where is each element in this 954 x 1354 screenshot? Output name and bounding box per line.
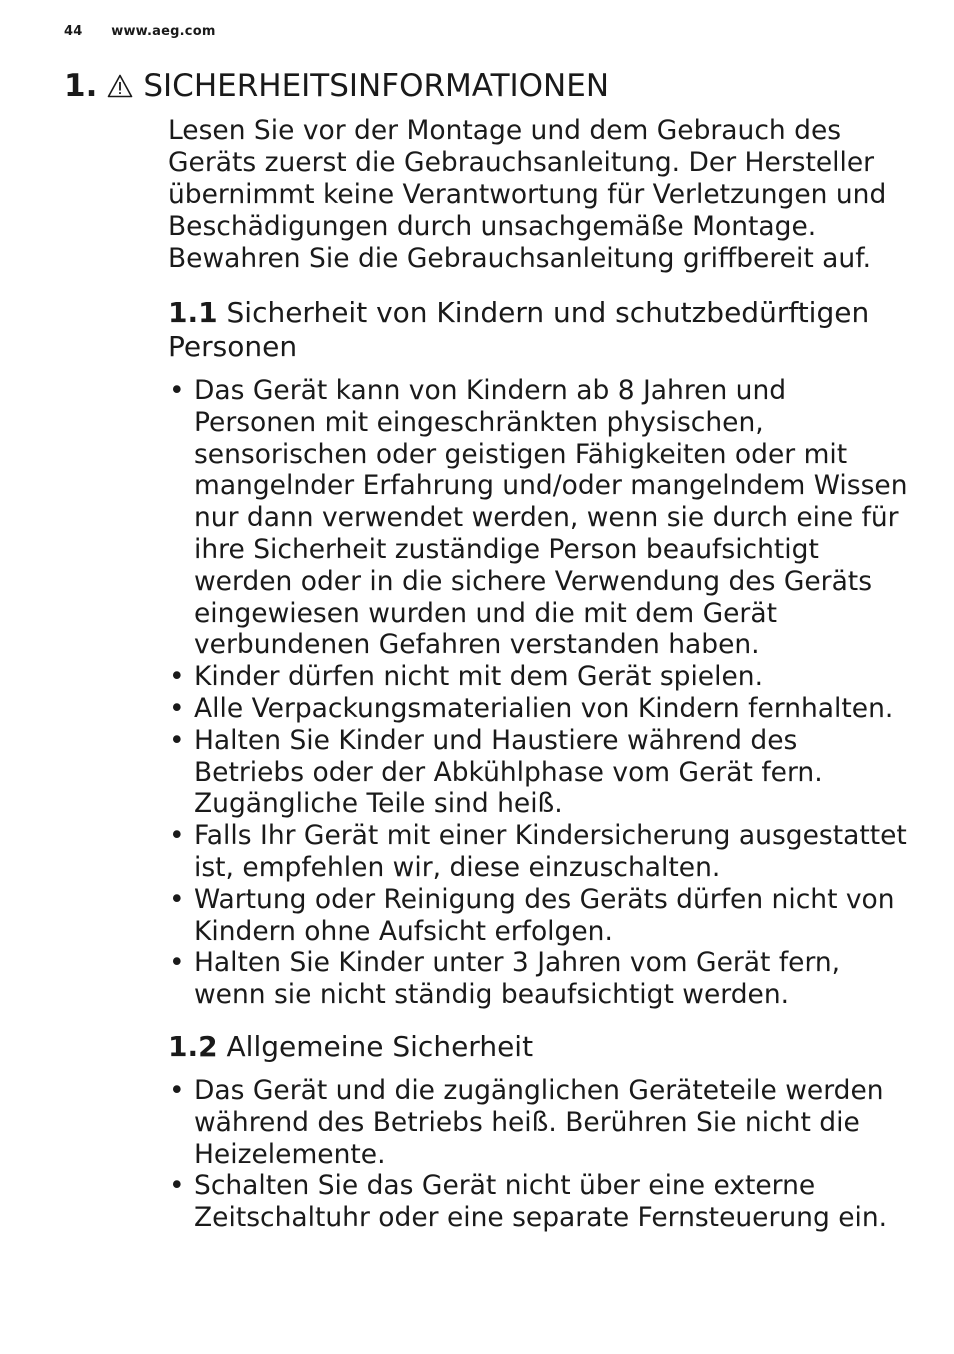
list-item-text: Halten Sie Kinder und Haustiere während des Betriebs oder der Abkühlphase vom Gerät fern. Zugängliche Teile sind heiß. (194, 724, 823, 820)
general-safety-list (168, 1075, 913, 1234)
children-safety-list (168, 375, 913, 1011)
list-item (168, 947, 913, 1011)
bullet-icon: • (169, 1170, 185, 1202)
list-item (168, 820, 913, 884)
list-item-text: Falls Ihr Gerät mit einer Kindersicherung ausgestattet ist, empfehlen wir, diese einzuschalten. (194, 820, 907, 883)
warning-icon (107, 74, 133, 98)
list-item (168, 693, 913, 725)
list-item (168, 1170, 913, 1234)
bullet-icon: • (169, 724, 185, 756)
list-item (168, 1075, 913, 1170)
bullet-icon: • (169, 661, 185, 693)
subsection-heading-children-safety (168, 296, 913, 364)
list-item (168, 725, 913, 820)
list-item (168, 661, 913, 693)
list-item-text: Alle Verpackungsmaterialien von Kindern fernhalten. (194, 692, 894, 724)
bullet-icon: • (169, 883, 185, 915)
subsection-number: 1.2 (168, 1029, 218, 1063)
list-item-text: Halten Sie Kinder unter 3 Jahren vom Gerät fern, wenn sie nicht ständig beaufsichtigt werden. (194, 947, 841, 1011)
bullet-icon: • (169, 1074, 185, 1106)
subsection-title: Sicherheit von Kindern und schutzbedürftigen Personen (168, 296, 870, 363)
page-header (64, 24, 216, 39)
bullet-icon: • (169, 947, 185, 979)
list-item-text: Kinder dürfen nicht mit dem Gerät spielen. (194, 661, 763, 693)
section-heading (64, 66, 609, 106)
list-item-text: Wartung oder Reinigung des Geräts dürfen nicht von Kindern ohne Aufsicht erfolgen. (194, 883, 895, 947)
intro-paragraph: Lesen Sie vor der Montage und dem Gebrauch des Geräts zuerst die Gebrauchsanleitung. Der Hersteller übernimmt keine Verantwortung für Verletzungen und Beschädigungen durch unsachgemäße Montage. Bewahren Sie die Gebrauchsanleitung griffbereit auf. (168, 115, 887, 274)
section-number: 1. (64, 68, 98, 104)
subsection-heading-general-safety (168, 1030, 913, 1064)
subsection-title: Allgemeine Sicherheit (226, 1029, 534, 1063)
section-title: SICHERHEITSINFORMATIONEN (143, 68, 610, 104)
website-link[interactable]: www.aeg.com (111, 24, 216, 39)
page-number: 44 (64, 24, 83, 39)
list-item (168, 884, 913, 948)
content (168, 115, 913, 1234)
bullet-icon: • (169, 692, 185, 724)
bullet-icon: • (169, 820, 185, 852)
subsection-number: 1.1 (168, 296, 218, 329)
list-item (168, 375, 913, 661)
list-item-text: Das Gerät und die zugänglichen Geräteteile werden während des Betriebs heiß. Berühren Sie nicht die Heizelemente. (194, 1074, 884, 1170)
list-item-text: Das Gerät kann von Kindern ab 8 Jahren und Personen mit eingeschränkten physischen, sensorischen oder geistigen Fähigkeiten oder mit mangelnder Erfahrung und/oder mangelndem Wissen nur dann verwendet werden, wenn sie durch eine für ihre Sicherheit zuständige Person beaufsichtigt werden oder in die sichere Verwendung des Geräts eingewiesen wurden und die mit dem Gerät verbundenen Gefahren verstanden haben. (194, 375, 908, 661)
bullet-icon: • (169, 375, 185, 406)
list-item-text: Schalten Sie das Gerät nicht über eine externe Zeitschaltuhr oder eine separate Fernsteuerung ein. (194, 1170, 888, 1234)
